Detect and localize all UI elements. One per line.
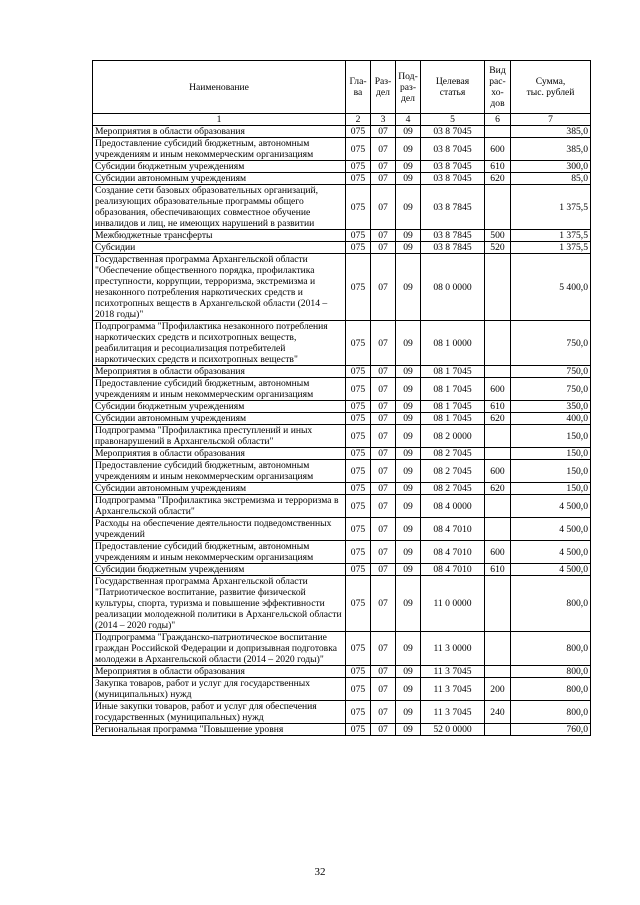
cell-section: 07 <box>371 161 396 173</box>
cell-expense-type <box>485 495 511 518</box>
table-row <box>93 161 591 173</box>
cell-name: Мероприятия в области образования <box>93 666 346 678</box>
cell-name: Субсидии автономным учреждениям <box>93 413 346 425</box>
cell-expense-type <box>485 425 511 448</box>
cell-subsection: 09 <box>396 185 421 230</box>
cell-chapter: 075 <box>346 701 371 724</box>
table-row <box>93 564 591 576</box>
cell-subsection: 09 <box>396 425 421 448</box>
cell-chapter: 075 <box>346 138 371 161</box>
cell-amount: 4 500,0 <box>511 564 591 576</box>
table-row <box>93 138 591 161</box>
cell-subsection: 09 <box>396 161 421 173</box>
table-row <box>93 541 591 564</box>
cell-amount: 385,0 <box>511 126 591 138</box>
cell-section: 07 <box>371 678 396 701</box>
cell-amount: 150,0 <box>511 448 591 460</box>
cell-section: 07 <box>371 321 396 366</box>
cell-chapter: 075 <box>346 378 371 401</box>
cell-expense-type <box>485 366 511 378</box>
table-row <box>93 724 591 736</box>
cell-target: 08 4 0000 <box>421 495 485 518</box>
cell-amount: 1 375,5 <box>511 230 591 242</box>
cell-target: 08 1 7045 <box>421 401 485 413</box>
table-body <box>93 126 591 736</box>
cell-expense-type: 520 <box>485 242 511 254</box>
cell-amount: 800,0 <box>511 632 591 666</box>
header-expense-type: Вид рас- хо- дов <box>485 61 511 114</box>
column-number: 1 <box>93 114 346 126</box>
table-row <box>93 425 591 448</box>
column-number: 5 <box>421 114 485 126</box>
cell-name: Подпрограмма "Профилактика экстремизма и терроризма в Архангельской области" <box>93 495 346 518</box>
cell-expense-type <box>485 576 511 632</box>
cell-amount: 800,0 <box>511 666 591 678</box>
cell-section: 07 <box>371 448 396 460</box>
cell-expense-type <box>485 448 511 460</box>
column-number: 2 <box>346 114 371 126</box>
table-row <box>93 448 591 460</box>
cell-target: 03 8 7045 <box>421 138 485 161</box>
table-row <box>93 185 591 230</box>
cell-chapter: 075 <box>346 161 371 173</box>
cell-target: 03 8 7045 <box>421 173 485 185</box>
cell-expense-type: 600 <box>485 541 511 564</box>
cell-chapter: 075 <box>346 483 371 495</box>
cell-section: 07 <box>371 576 396 632</box>
cell-subsection: 09 <box>396 366 421 378</box>
cell-subsection: 09 <box>396 564 421 576</box>
cell-chapter: 075 <box>346 518 371 541</box>
cell-target: 52 0 0000 <box>421 724 485 736</box>
cell-subsection: 09 <box>396 518 421 541</box>
cell-target: 08 4 7010 <box>421 518 485 541</box>
cell-name: Государственная программа Архангельской области "Патриотическое воспитание, развитие физической культуры, спорта, туризма и повышение эффективности реализации молодежной политики в Архангельской области (2014 – 2020 годы)" <box>93 576 346 632</box>
cell-target: 11 3 7045 <box>421 701 485 724</box>
cell-chapter: 075 <box>346 448 371 460</box>
cell-expense-type <box>485 185 511 230</box>
cell-chapter: 075 <box>346 541 371 564</box>
cell-subsection: 09 <box>396 460 421 483</box>
cell-chapter: 075 <box>346 126 371 138</box>
cell-subsection: 09 <box>396 230 421 242</box>
cell-amount: 760,0 <box>511 724 591 736</box>
cell-name: Подпрограмма "Профилактика незаконного потребления наркотических средств и психотропных веществ, реабилитация и ресоциализация потребителей наркотических средств и психотропных веществ" <box>93 321 346 366</box>
cell-chapter: 075 <box>346 495 371 518</box>
cell-section: 07 <box>371 366 396 378</box>
cell-name: Субсидии <box>93 242 346 254</box>
cell-target: 08 4 7010 <box>421 564 485 576</box>
cell-subsection: 09 <box>396 701 421 724</box>
cell-chapter: 075 <box>346 230 371 242</box>
cell-name: Межбюджетные трансферты <box>93 230 346 242</box>
cell-amount: 150,0 <box>511 483 591 495</box>
cell-name: Мероприятия в области образования <box>93 126 346 138</box>
cell-name: Предоставление субсидий бюджетным, автономным учреждениям и иным некоммерческим организациям <box>93 378 346 401</box>
table-row <box>93 321 591 366</box>
cell-name: Расходы на обеспечение деятельности подведомственных учреждений <box>93 518 346 541</box>
table-row <box>93 518 591 541</box>
cell-expense-type <box>485 254 511 321</box>
cell-section: 07 <box>371 518 396 541</box>
cell-target: 08 1 0000 <box>421 321 485 366</box>
cell-target: 08 2 7045 <box>421 460 485 483</box>
cell-expense-type <box>485 724 511 736</box>
cell-expense-type <box>485 632 511 666</box>
column-number-row <box>93 114 591 126</box>
cell-chapter: 075 <box>346 185 371 230</box>
cell-name: Субсидии бюджетным учреждениям <box>93 401 346 413</box>
column-number: 4 <box>396 114 421 126</box>
cell-expense-type: 600 <box>485 378 511 401</box>
cell-section: 07 <box>371 666 396 678</box>
cell-section: 07 <box>371 254 396 321</box>
cell-target: 11 3 7045 <box>421 678 485 701</box>
cell-section: 07 <box>371 425 396 448</box>
table-row <box>93 632 591 666</box>
table-row <box>93 378 591 401</box>
column-number: 6 <box>485 114 511 126</box>
cell-section: 07 <box>371 495 396 518</box>
cell-chapter: 075 <box>346 401 371 413</box>
cell-name: Иные закупки товаров, работ и услуг для обеспечения государственных (муниципальных) нужд <box>93 701 346 724</box>
cell-name: Мероприятия в области образования <box>93 448 346 460</box>
cell-name: Субсидии бюджетным учреждениям <box>93 564 346 576</box>
table-row <box>93 173 591 185</box>
table-row <box>93 126 591 138</box>
cell-name: Подпрограмма "Профилактика преступлений и иных правонарушений в Архангельской области" <box>93 425 346 448</box>
cell-section: 07 <box>371 483 396 495</box>
cell-target: 08 2 7045 <box>421 483 485 495</box>
cell-amount: 150,0 <box>511 425 591 448</box>
cell-amount: 1 375,5 <box>511 185 591 230</box>
table-row <box>93 401 591 413</box>
cell-target: 08 1 7045 <box>421 366 485 378</box>
cell-target: 08 1 7045 <box>421 413 485 425</box>
header-target: Целевая статья <box>421 61 485 114</box>
cell-subsection: 09 <box>396 413 421 425</box>
cell-section: 07 <box>371 541 396 564</box>
cell-chapter: 075 <box>346 460 371 483</box>
cell-amount: 4 500,0 <box>511 518 591 541</box>
cell-chapter: 075 <box>346 678 371 701</box>
cell-expense-type <box>485 666 511 678</box>
cell-target: 08 2 7045 <box>421 448 485 460</box>
cell-subsection: 09 <box>396 378 421 401</box>
cell-target: 08 4 7010 <box>421 541 485 564</box>
table-row <box>93 366 591 378</box>
header-subsection: Под- раз- дел <box>396 61 421 114</box>
cell-subsection: 09 <box>396 632 421 666</box>
cell-expense-type: 500 <box>485 230 511 242</box>
cell-expense-type: 600 <box>485 138 511 161</box>
cell-chapter: 075 <box>346 564 371 576</box>
cell-chapter: 075 <box>346 724 371 736</box>
cell-amount: 800,0 <box>511 576 591 632</box>
cell-expense-type: 620 <box>485 483 511 495</box>
cell-name: Предоставление субсидий бюджетным, автономным учреждениям и иным некоммерческим организациям <box>93 460 346 483</box>
cell-subsection: 09 <box>396 448 421 460</box>
cell-amount: 4 500,0 <box>511 495 591 518</box>
table-row <box>93 242 591 254</box>
cell-target: 03 8 7845 <box>421 230 485 242</box>
cell-subsection: 09 <box>396 126 421 138</box>
cell-section: 07 <box>371 413 396 425</box>
cell-target: 11 0 0000 <box>421 576 485 632</box>
cell-subsection: 09 <box>396 483 421 495</box>
cell-subsection: 09 <box>396 242 421 254</box>
cell-section: 07 <box>371 126 396 138</box>
table-row <box>93 254 591 321</box>
cell-name: Предоставление субсидий бюджетным, автономным учреждениям и иным некоммерческим организациям <box>93 138 346 161</box>
table-row <box>93 460 591 483</box>
table-row <box>93 678 591 701</box>
column-number: 3 <box>371 114 396 126</box>
cell-amount: 750,0 <box>511 378 591 401</box>
table-row <box>93 701 591 724</box>
cell-expense-type: 600 <box>485 460 511 483</box>
cell-amount: 800,0 <box>511 678 591 701</box>
cell-section: 07 <box>371 230 396 242</box>
table-row <box>93 413 591 425</box>
table-row <box>93 666 591 678</box>
cell-amount: 750,0 <box>511 321 591 366</box>
table-row <box>93 230 591 242</box>
cell-section: 07 <box>371 401 396 413</box>
cell-target: 08 1 7045 <box>421 378 485 401</box>
cell-name: Подпрограмма "Гражданско-патриотическое воспитание граждан Российской Федерации и допризывная подготовка молодежи в Архангельской области (2014 – 2020 годы)" <box>93 632 346 666</box>
cell-target: 03 8 7045 <box>421 126 485 138</box>
header-section: Раз- дел <box>371 61 396 114</box>
cell-subsection: 09 <box>396 724 421 736</box>
cell-name: Мероприятия в области образования <box>93 366 346 378</box>
cell-subsection: 09 <box>396 173 421 185</box>
cell-section: 07 <box>371 242 396 254</box>
header-chapter: Гла- ва <box>346 61 371 114</box>
cell-subsection: 09 <box>396 138 421 161</box>
cell-expense-type: 610 <box>485 401 511 413</box>
cell-chapter: 075 <box>346 173 371 185</box>
cell-amount: 150,0 <box>511 460 591 483</box>
cell-subsection: 09 <box>396 576 421 632</box>
header-amount: Сумма, тыс. рублей <box>511 61 591 114</box>
cell-expense-type <box>485 126 511 138</box>
cell-section: 07 <box>371 185 396 230</box>
cell-expense-type: 610 <box>485 161 511 173</box>
cell-amount: 750,0 <box>511 366 591 378</box>
cell-expense-type: 610 <box>485 564 511 576</box>
cell-expense-type: 240 <box>485 701 511 724</box>
table-row <box>93 483 591 495</box>
cell-name: Создание сети базовых образовательных организаций, реализующих образовательные программы общего образования, обеспечивающих совместное обучение инвалидов и лиц, не имеющих нарушений в развитии <box>93 185 346 230</box>
table-row <box>93 576 591 632</box>
cell-expense-type: 620 <box>485 173 511 185</box>
cell-section: 07 <box>371 724 396 736</box>
cell-name: Предоставление субсидий бюджетным, автономным учреждениям и иным некоммерческим организациям <box>93 541 346 564</box>
cell-subsection: 09 <box>396 495 421 518</box>
cell-amount: 85,0 <box>511 173 591 185</box>
cell-target: 11 3 0000 <box>421 632 485 666</box>
cell-section: 07 <box>371 701 396 724</box>
cell-name: Субсидии бюджетным учреждениям <box>93 161 346 173</box>
cell-amount: 400,0 <box>511 413 591 425</box>
cell-target: 11 3 7045 <box>421 666 485 678</box>
cell-expense-type: 200 <box>485 678 511 701</box>
cell-chapter: 075 <box>346 413 371 425</box>
cell-chapter: 075 <box>346 366 371 378</box>
cell-amount: 385,0 <box>511 138 591 161</box>
page-number: 32 <box>314 866 326 878</box>
cell-section: 07 <box>371 378 396 401</box>
cell-subsection: 09 <box>396 321 421 366</box>
cell-chapter: 075 <box>346 576 371 632</box>
cell-name: Субсидии автономным учреждениям <box>93 173 346 185</box>
cell-target: 08 2 0000 <box>421 425 485 448</box>
cell-expense-type: 620 <box>485 413 511 425</box>
cell-amount: 4 500,0 <box>511 541 591 564</box>
cell-target: 03 8 7845 <box>421 242 485 254</box>
cell-chapter: 075 <box>346 632 371 666</box>
cell-name: Закупка товаров, работ и услуг для государственных (муниципальных) нужд <box>93 678 346 701</box>
cell-chapter: 075 <box>346 254 371 321</box>
cell-amount: 800,0 <box>511 701 591 724</box>
cell-subsection: 09 <box>396 678 421 701</box>
cell-amount: 1 375,5 <box>511 242 591 254</box>
cell-amount: 5 400,0 <box>511 254 591 321</box>
cell-chapter: 075 <box>346 242 371 254</box>
header-name: Наименование <box>93 61 346 114</box>
cell-subsection: 09 <box>396 666 421 678</box>
table-header-row <box>93 61 591 114</box>
table-row <box>93 495 591 518</box>
cell-subsection: 09 <box>396 401 421 413</box>
cell-target: 03 8 7045 <box>421 161 485 173</box>
cell-section: 07 <box>371 138 396 161</box>
cell-chapter: 075 <box>346 425 371 448</box>
cell-amount: 300,0 <box>511 161 591 173</box>
cell-expense-type <box>485 518 511 541</box>
cell-subsection: 09 <box>396 254 421 321</box>
cell-name: Государственная программа Архангельской области "Обеспечение общественного порядка, профилактика преступности, коррупции, терроризма, экстремизма и незаконного потребления наркотических средств и психотропных веществ в Архангельской области (2014 – 2018 годы)" <box>93 254 346 321</box>
cell-name: Субсидии автономным учреждениям <box>93 483 346 495</box>
cell-name: Региональная программа "Повышение уровня <box>93 724 346 736</box>
cell-section: 07 <box>371 173 396 185</box>
budget-table <box>92 60 591 736</box>
cell-target: 08 0 0000 <box>421 254 485 321</box>
cell-expense-type <box>485 321 511 366</box>
cell-section: 07 <box>371 460 396 483</box>
cell-chapter: 075 <box>346 666 371 678</box>
cell-amount: 350,0 <box>511 401 591 413</box>
cell-subsection: 09 <box>396 541 421 564</box>
column-number: 7 <box>511 114 591 126</box>
cell-target: 03 8 7845 <box>421 185 485 230</box>
cell-section: 07 <box>371 564 396 576</box>
cell-section: 07 <box>371 632 396 666</box>
cell-chapter: 075 <box>346 321 371 366</box>
